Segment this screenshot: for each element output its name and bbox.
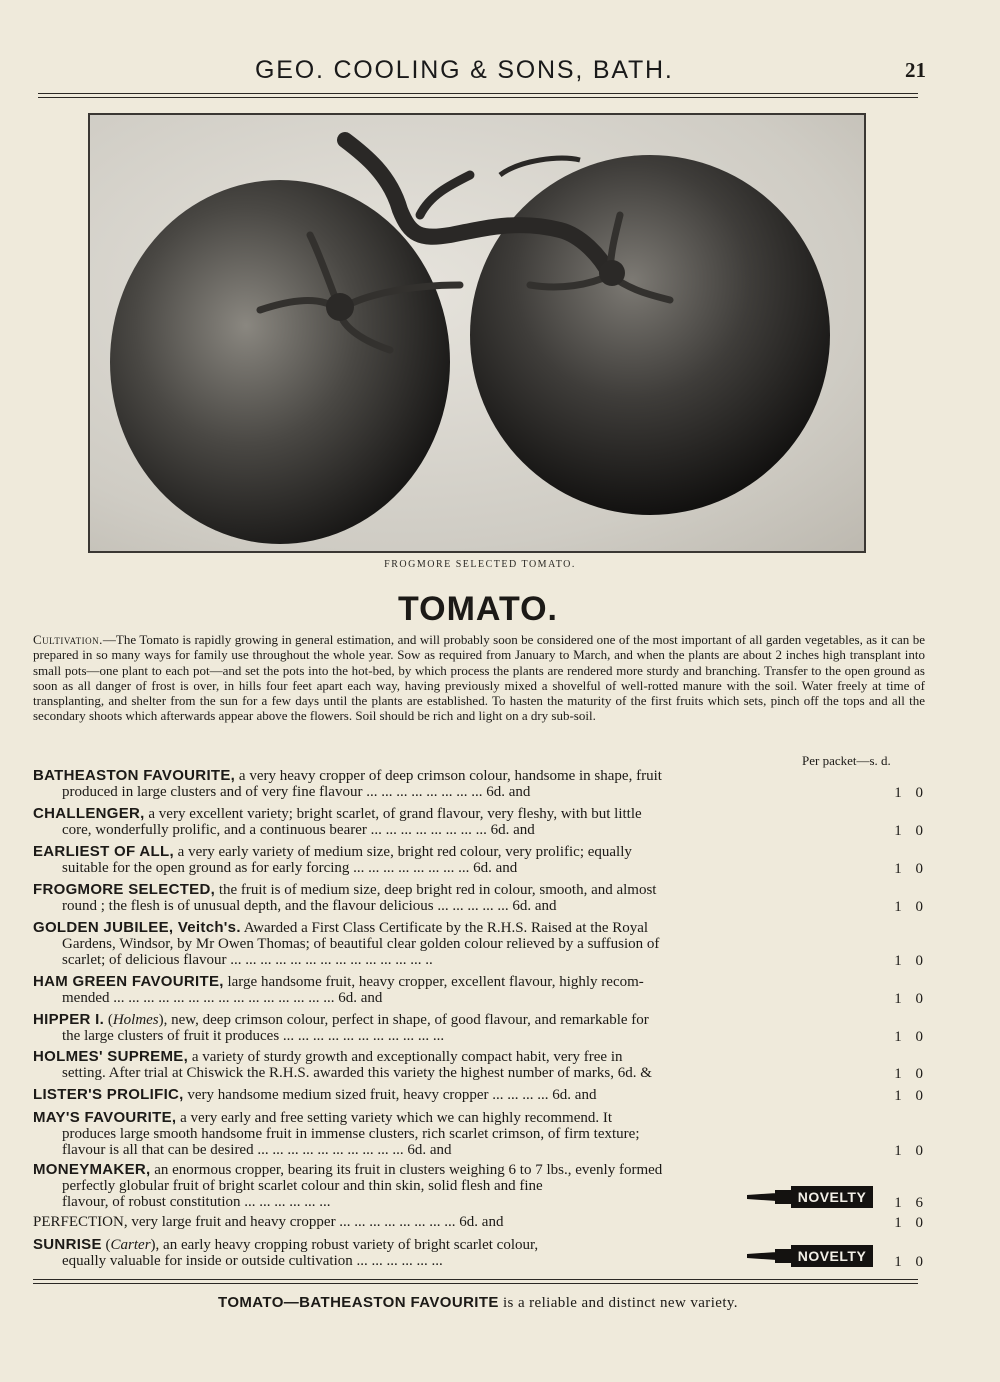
variety-desc: a variety of sturdy growth and exceptionally compact habit, very free in: [191, 1049, 623, 1065]
variety-entry: [33, 1214, 923, 1230]
footer-rest: is a reliable and distinct new variety.: [498, 1295, 738, 1311]
novelty-badge: [747, 1186, 873, 1208]
variety-desc-cont: produces large smooth handsome fruit in immense clusters, rich scarlet crimson, of firm texture;: [62, 1126, 640, 1142]
variety-desc-cont: core, wonderfully prolific, and a continuous bearer ... ... ... ... ... ... ... ... 6d. and: [62, 822, 535, 838]
variety-desc-cont2: flavour, of robust constitution ... ... ... ... ... ...: [62, 1194, 331, 1210]
left-tomato: [110, 180, 450, 544]
variety-desc-cont: setting. After trial at Chiswick the R.H.S. awarded this variety the highest number of marks, 6d. &: [62, 1065, 652, 1081]
stem-branch: [420, 175, 470, 215]
variety-price: 1 0: [894, 1215, 923, 1231]
variety-desc: a very early and free setting variety which we can highly recommend. It: [180, 1110, 613, 1126]
figure-caption: FROGMORE SELECTED TOMATO.: [384, 559, 576, 570]
variety-desc: large handsome fruit, heavy cropper, excellent flavour, highly recom-: [227, 974, 644, 990]
right-tomato: [470, 155, 830, 515]
tomato-photograph: [88, 113, 866, 553]
pointing-hand-icon: [747, 1186, 797, 1208]
variety-price: 1 0: [894, 991, 923, 1007]
variety-name: FROGMORE SELECTED,: [33, 881, 216, 898]
stem-tendril: [500, 158, 580, 175]
variety-entry: [33, 974, 923, 1006]
firm-name: GEO. COOLING & SONS, BATH.: [255, 56, 674, 84]
variety-desc-cont2: scarlet; of delicious flavour ... ... ... ... ... ... ... ... ... ... ... ... ... ..: [62, 952, 433, 968]
page-number: 21: [905, 58, 926, 82]
variety-name: LISTER'S PROLIFIC,: [33, 1086, 184, 1103]
variety-entry: [33, 806, 923, 838]
variety-entry: [33, 1237, 923, 1269]
variety-name: CHALLENGER,: [33, 805, 145, 822]
variety-desc-cont: Gardens, Windsor, by Mr Owen Thomas; of beautiful clear golden colour relieved by a suffusion of: [62, 936, 660, 952]
variety-price: 1 0: [894, 823, 923, 839]
variety-desc-cont: equally valuable for inside or outside cultivation ... ... ... ... ... ...: [62, 1253, 443, 1269]
variety-name: EARLIEST OF ALL,: [33, 843, 174, 860]
footer-rule: [33, 1279, 918, 1280]
novelty-label: NOVELTY: [791, 1245, 873, 1267]
variety-entry: [33, 844, 923, 876]
variety-price: 1 0: [894, 899, 923, 915]
variety-desc-cont: the large clusters of fruit it produces ... ... ... ... ... ... ... ... ... ... ...: [62, 1028, 445, 1044]
variety-name: HAM GREEN FAVOURITE,: [33, 973, 224, 990]
variety-desc: ), new, deep crimson colour, perfect in shape, of good flavour, and remarkable for: [158, 1012, 649, 1028]
footer-rule-double: [33, 1283, 918, 1284]
right-stem-base: [599, 260, 625, 286]
variety-entry: [33, 882, 923, 914]
variety-entry: [33, 1110, 923, 1158]
novelty-badge: [747, 1245, 873, 1267]
variety-name: HIPPER I.: [33, 1011, 105, 1028]
price-column-header: Per packet—s. d.: [802, 753, 891, 768]
header-rule-double: [38, 97, 918, 98]
variety-name: BATHEASTON FAVOURITE,: [33, 767, 236, 784]
variety-entry: [33, 1162, 923, 1210]
variety-desc-pre: (: [107, 1012, 113, 1028]
variety-desc: ), an early heavy cropping robust variety of bright scarlet colour,: [150, 1237, 539, 1253]
variety-entry: [33, 1049, 923, 1081]
variety-name: PERFECTION,: [33, 1214, 128, 1230]
variety-raiser: Holmes: [112, 1012, 159, 1028]
cultivation-body: —The Tomato is rapidly growing in general estimation, and will probably soon be considered one of the most important of all garden vegetables, as it can be prepared in so many ways for family use throughout the whole year. Sow as required from January to March, and when the plants are about 2 inches high transplant into small pots—one plant to each pot—and set the pots into the hot-bed, by which process the plants are rendered more sturdy and branching. Transfer to the open ground as soon as all danger of frost is over, in hills four feet apart each way, having previously mixed a shovelful of well-rotted manure with the soil. Water freely at time of transplanting, and shelter from the sun for a few days until the plants are established. To hasten the maturity of the first fruits which sets, pinch off the tops and all the secondary shoots which afterwards appear above the flowers. Soil should be rich and light on a dry sub-soil.: [33, 632, 925, 724]
variety-name: GOLDEN JUBILEE, Veitch's.: [33, 919, 241, 936]
variety-desc-cont2: flavour is all that can be desired ... ... ... ... ... ... ... ... ... ... 6d. and: [62, 1142, 452, 1158]
variety-raiser: Carter: [110, 1237, 151, 1253]
variety-entry: [33, 1012, 923, 1044]
cultivation-lead: Cultivation.: [33, 632, 103, 647]
variety-desc: Awarded a First Class Certificate by the R.H.S. Raised at the Royal: [243, 920, 649, 936]
variety-price: 1 0: [894, 1029, 923, 1045]
variety-desc: an enormous cropper, bearing its fruit in clusters weighing 6 to 7 lbs., evenly formed: [154, 1162, 663, 1178]
variety-price: 1 0: [894, 1066, 923, 1082]
left-stem-base: [326, 293, 354, 321]
variety-desc-cont: produced in large clusters and of very fine flavour ... ... ... ... ... ... ... ... 6d. and: [62, 784, 531, 800]
variety-price: 1 0: [894, 861, 923, 877]
variety-desc: the fruit is of medium size, deep bright red in colour, smooth, and almost: [218, 882, 657, 898]
footer-bold: TOMATO—BATHEASTON FAVOURITE: [218, 1294, 499, 1311]
tomato-illustration: [90, 115, 864, 551]
variety-price: 1 0: [894, 1254, 923, 1270]
footer-note: [0, 1294, 956, 1312]
novelty-label: NOVELTY: [791, 1186, 873, 1208]
variety-price: 1 0: [894, 1088, 923, 1104]
variety-desc: very handsome medium sized fruit, heavy cropper ... ... ... ... 6d. and: [187, 1087, 597, 1103]
variety-entry: [33, 768, 923, 800]
variety-price: 1 0: [894, 953, 923, 969]
variety-desc-pre: (: [105, 1237, 111, 1253]
variety-desc: very large fruit and heavy cropper ... ... ... ... ... ... ... ... 6d. and: [131, 1214, 504, 1230]
variety-name: MONEYMAKER,: [33, 1161, 151, 1178]
variety-price: 1 0: [894, 785, 923, 801]
variety-desc: a very heavy cropper of deep crimson colour, handsome in shape, fruit: [238, 768, 662, 784]
variety-desc: a very early variety of medium size, bright red colour, very prolific; equally: [177, 844, 632, 860]
variety-desc: a very excellent variety; bright scarlet, of grand flavour, very fleshy, with but little: [148, 806, 642, 822]
variety-desc-cont: suitable for the open ground as for early forcing ... ... ... ... ... ... ... ... 6d. and: [62, 860, 518, 876]
variety-name: SUNRISE: [33, 1236, 102, 1253]
variety-desc-cont: mended ... ... ... ... ... ... ... ... ... ... ... ... ... ... ... 6d. and: [62, 990, 383, 1006]
variety-price: 1 0: [894, 1143, 923, 1159]
variety-entry: [33, 920, 923, 968]
variety-entry: [33, 1087, 923, 1103]
section-title: TOMATO.: [398, 590, 558, 628]
variety-desc-cont: round ; the flesh is of unusual depth, and the flavour delicious ... ... ... ... ... 6d. and: [62, 898, 557, 914]
cultivation-paragraph: [33, 632, 925, 724]
header-rule: [38, 93, 918, 94]
variety-name: MAY'S FAVOURITE,: [33, 1109, 177, 1126]
pointing-hand-icon: [747, 1245, 797, 1267]
variety-price: 1 6: [894, 1195, 923, 1211]
variety-desc-cont: perfectly globular fruit of bright scarlet colour and thin skin, solid flesh and fine: [62, 1178, 543, 1194]
variety-name: HOLMES' SUPREME,: [33, 1048, 189, 1065]
page-header: [0, 56, 1000, 86]
